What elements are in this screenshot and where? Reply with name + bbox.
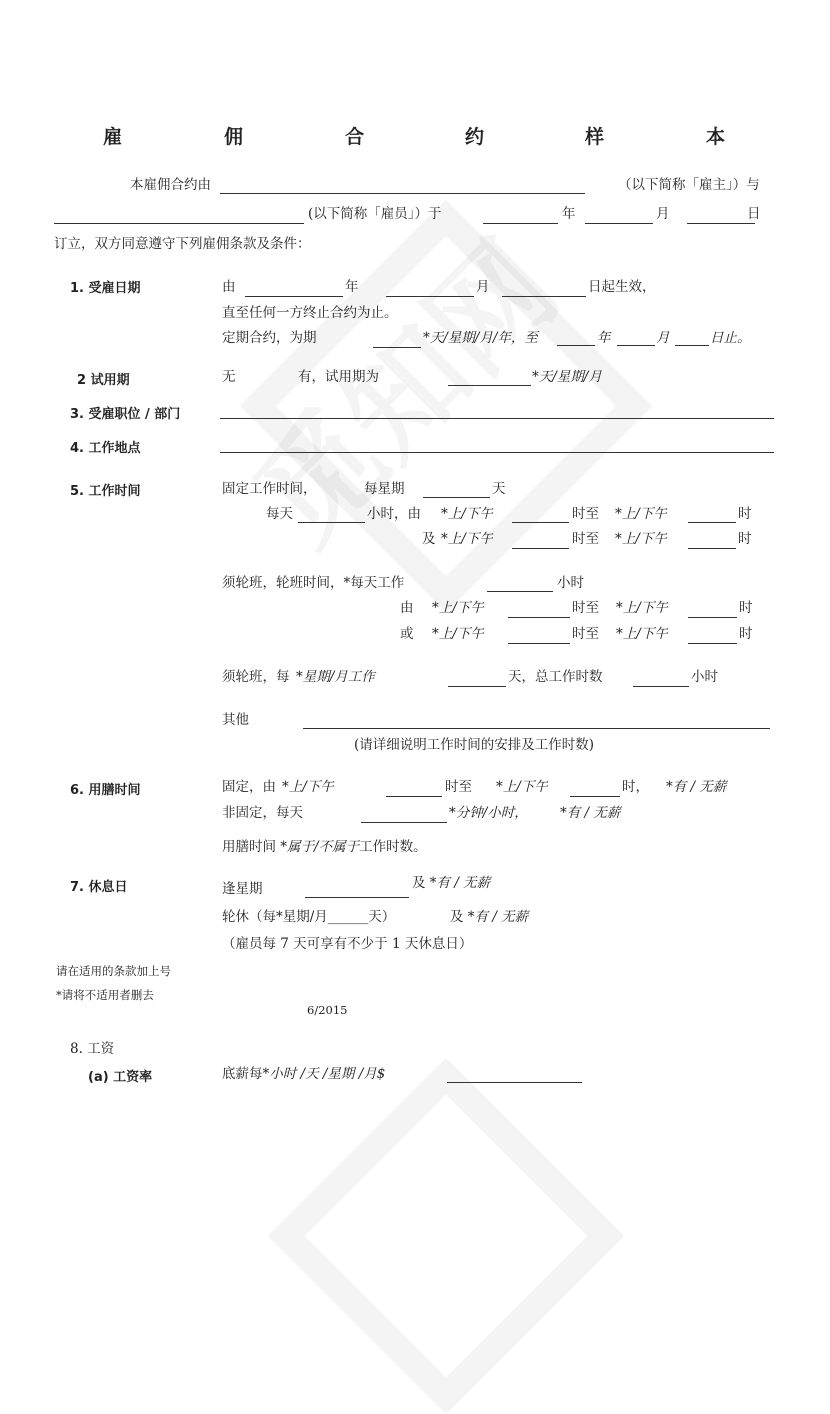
label-day: 日: [747, 206, 761, 222]
s5-ampm-7: *上/下午: [432, 626, 484, 642]
wage-rate-field[interactable]: [447, 1082, 582, 1083]
section-7-label: 7. 休息日: [70, 880, 128, 895]
work-location-field[interactable]: [220, 452, 774, 453]
form-version-date: 6/2015: [307, 1003, 348, 1017]
intro-prefix: 本雇佣合约由: [130, 177, 211, 193]
note-tick: 请在适用的条款加上号: [56, 964, 171, 978]
start-time-1-field[interactable]: [512, 522, 569, 523]
probation-length-field[interactable]: [448, 385, 531, 386]
total-hours-field[interactable]: [633, 686, 689, 687]
s5-ampm-3: *上/下午: [441, 531, 493, 547]
s5-ampm-5: *上/下午: [432, 600, 484, 616]
s6-hour: 时，: [622, 779, 649, 795]
s1-year2: 年: [597, 330, 611, 346]
s5-shift-from: 由: [400, 600, 414, 616]
s5-shift2-prefix: 须轮班，每: [222, 669, 290, 685]
section-1-label: 1. 受雇日期: [70, 281, 141, 296]
start-day-field[interactable]: [502, 296, 586, 297]
hours-per-day-field[interactable]: [298, 522, 365, 523]
s5-hours-from: 小时，由: [367, 506, 421, 522]
section-3-label: 3. 受雇职位 / 部门: [70, 407, 181, 422]
employee-name-field[interactable]: [54, 223, 304, 224]
s5-shift2-unit: *星期/月工作: [296, 669, 375, 685]
s7-weekly: 逢星期: [222, 881, 263, 897]
meal-duration-field[interactable]: [361, 822, 447, 823]
s1-fixed-term: 定期合约，为期: [222, 330, 317, 346]
s5-shift-hours: 小时: [557, 575, 584, 591]
s5-to-3: 时至: [572, 600, 599, 616]
meal-start-field[interactable]: [386, 796, 442, 797]
rest-day-field[interactable]: [305, 897, 409, 898]
s8-rate-prefix: 底薪每: [222, 1066, 263, 1082]
title-char: 约: [465, 126, 485, 148]
employer-name-field[interactable]: [220, 193, 585, 194]
probation-has-option[interactable]: 有，试用期为: [298, 369, 379, 385]
section-2-label: 2 试用期: [77, 373, 130, 388]
title-char: 合: [345, 126, 365, 148]
section-8a-label: (a) 工资率: [88, 1070, 153, 1085]
title-char: 本: [706, 126, 726, 148]
section-4-label: 4. 工作地点: [70, 441, 141, 456]
s5-to-2: 时至: [572, 531, 599, 547]
title-char: 样: [585, 126, 605, 148]
s6-fixed: 固定，由: [222, 779, 276, 795]
end-day-field[interactable]: [675, 345, 709, 346]
s5-per-day: 每天: [266, 506, 293, 522]
s6-nonfixed: 非固定，每天: [222, 805, 303, 821]
shift-end-2-field[interactable]: [688, 643, 737, 644]
s6-ampm-2: *上/下午: [496, 779, 548, 795]
section-5-label: 5. 工作时间: [70, 484, 141, 499]
start-month-field[interactable]: [386, 296, 474, 297]
s1-day-end: 日止。: [710, 330, 751, 346]
intro-employee-suffix: (以下简称「雇员」）于: [308, 206, 442, 222]
end-year-field[interactable]: [557, 345, 595, 346]
s6-meal-suffix: 工作时数。: [359, 839, 427, 855]
s7-paid-2: [450, 909, 528, 925]
watermark-diamond: [240, 200, 653, 613]
label-month: 月: [656, 206, 670, 222]
shift-start-2-field[interactable]: [508, 643, 570, 644]
s5-ampm-1: *上/下午: [441, 506, 493, 522]
s5-shift: 须轮班，轮班时间，*每天工作: [222, 575, 405, 591]
note-delete: *请将不适用者删去: [56, 988, 154, 1002]
end-time-2-field[interactable]: [688, 548, 736, 549]
s5-to-1: 时至: [572, 506, 599, 522]
shift-start-1-field[interactable]: [508, 617, 570, 618]
shift-end-1-field[interactable]: [688, 617, 737, 618]
watermark-diamond-bottom: [268, 1058, 624, 1414]
s6-meal-counted: [222, 839, 427, 855]
s5-ampm-2: *上/下午: [615, 506, 667, 522]
s1-from: 由: [222, 279, 236, 295]
s1-until: 直至任何一方终止合约为止。: [222, 305, 398, 321]
s6-paid-2[interactable]: *有 / 无薪: [560, 805, 621, 821]
sign-month-field[interactable]: [585, 223, 653, 224]
shift-days-field[interactable]: [448, 686, 506, 687]
s5-shift2-hours: 小时: [691, 669, 718, 685]
start-year-field[interactable]: [245, 296, 343, 297]
s5-days: 天: [492, 481, 506, 497]
s5-ampm-8: *上/下午: [616, 626, 668, 642]
s7-rotate: 轮休（每*星期/月______天）: [222, 909, 396, 925]
s1-month: 月: [476, 279, 490, 295]
label-year: 年: [562, 206, 576, 222]
s6-unit: *分钟/小时，: [449, 805, 528, 821]
s6-meal-prefix: 用膳时间: [222, 839, 276, 855]
end-month-field[interactable]: [617, 345, 655, 346]
s6-meal-option[interactable]: *属于/不属于: [280, 839, 360, 855]
s5-ampm-4: *上/下午: [615, 531, 667, 547]
s1-unit: *天/星期/月/年，至: [423, 330, 538, 346]
s7-paid-option-2[interactable]: *有 / 无薪: [467, 909, 529, 925]
s7-paid-option-1[interactable]: *有 / 无薪: [429, 875, 491, 891]
s5-shift-or: 或: [400, 626, 414, 642]
s5-other: 其他: [222, 712, 249, 728]
sign-day-field[interactable]: [687, 223, 755, 224]
s5-to-4: 时至: [572, 626, 599, 642]
meal-end-field[interactable]: [570, 796, 620, 797]
s7-and-2: 及: [450, 909, 464, 925]
s6-to: 时至: [445, 779, 472, 795]
title-char: 佣: [224, 126, 244, 148]
s5-hour-4: 时: [739, 626, 753, 642]
s6-ampm-1: *上/下午: [282, 779, 334, 795]
s5-other-note: (请详细说明工作时间的安排及工作时数): [354, 737, 595, 753]
sign-year-field[interactable]: [483, 223, 558, 224]
s5-hour-2: 时: [738, 531, 752, 547]
days-per-week-field[interactable]: [423, 497, 490, 498]
s5-ampm-6: *上/下午: [616, 600, 668, 616]
shift-hours-field[interactable]: [487, 591, 553, 592]
other-hours-field[interactable]: [303, 728, 770, 729]
probation-unit: *天/星期/月: [532, 369, 602, 385]
intro-agreement: 订立，双方同意遵守下列雇佣条款及条件：: [54, 236, 311, 252]
s1-effective: 日起生效，: [588, 279, 656, 295]
s5-per-week: 每星期: [364, 481, 405, 497]
intro-employer-suffix: （以下简称「雇主」）与: [618, 177, 760, 193]
end-time-1-field[interactable]: [688, 522, 736, 523]
s1-year: 年: [345, 279, 359, 295]
s6-paid-1[interactable]: *有 / 无薪: [666, 779, 727, 795]
fixed-term-length-field[interactable]: [373, 347, 421, 348]
s8-rate-unit[interactable]: *小时 /天 /星期 /月$: [262, 1066, 386, 1082]
s5-hour-3: 时: [739, 600, 753, 616]
section-8-label: 8. 工资: [70, 1041, 115, 1057]
s7-paid-1: [412, 875, 490, 891]
s7-note: （雇员每 7 天可享有不少于 1 天休息日）: [222, 936, 473, 952]
s5-hour-1: 时: [738, 506, 752, 522]
start-time-2-field[interactable]: [512, 548, 569, 549]
position-department-field[interactable]: [220, 418, 774, 419]
s5-shift2-days: 天，总工作时数: [508, 669, 603, 685]
s1-month2: 月: [656, 330, 670, 346]
s8-rate: [222, 1066, 385, 1082]
probation-none-option[interactable]: 无: [222, 369, 236, 385]
s5-and: 及: [422, 531, 436, 547]
section-6-label: 6. 用膳时间: [70, 783, 141, 798]
s7-and-1: 及: [412, 875, 426, 891]
s5-fixed: 固定工作时间，: [222, 481, 317, 497]
title-char: 雇: [103, 126, 123, 148]
